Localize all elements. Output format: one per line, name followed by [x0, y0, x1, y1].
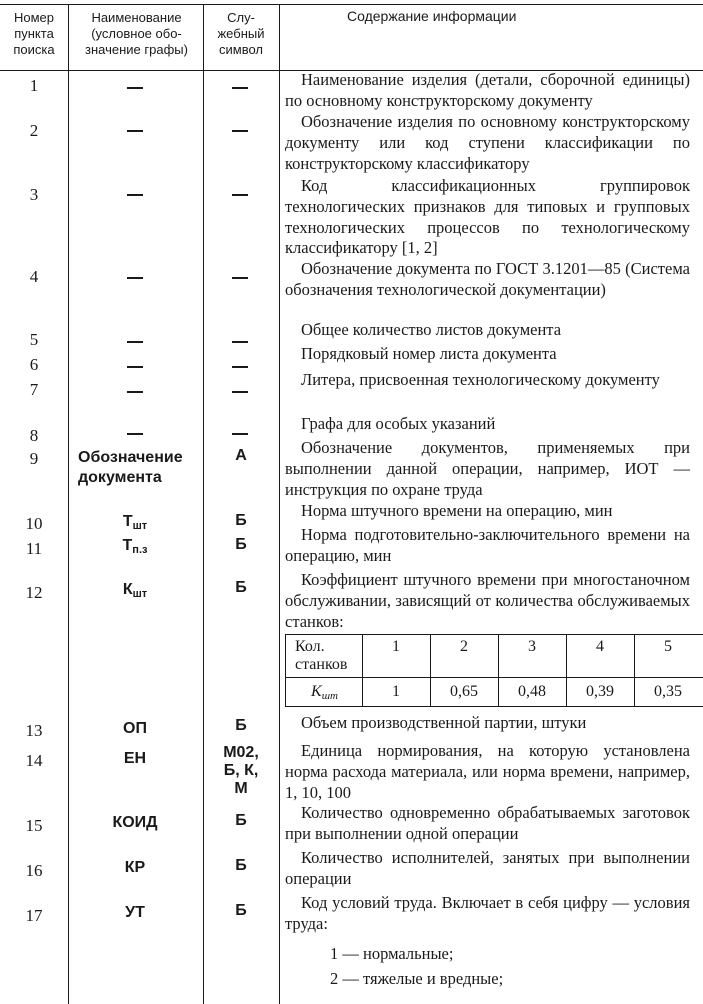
row-7-symbol-dash [232, 391, 248, 393]
row-8-description: Графа для особых указаний [301, 414, 496, 433]
column-divider-1 [68, 4, 69, 1004]
row-14-symbol: М02, Б, К, М [223, 744, 259, 797]
row-17-description: Код условий труда. Включает в себя цифру — условия труда: [285, 893, 690, 933]
inner-table-bottom [285, 706, 703, 707]
row-14-description: Единица нормирования, на которую установлена норма расхода материала, или норма времени, например, 1, 10, 100 [285, 741, 690, 802]
row-7-description: Литера, присвоенная технологическому документу [301, 370, 660, 389]
row-6-name-dash [127, 366, 143, 368]
row-6-number: 6 [29, 355, 39, 374]
inner-table-coef-5: 0,35 [654, 683, 682, 700]
row-7-name-dash [127, 391, 143, 393]
row-16-symbol: Б [235, 857, 247, 874]
header-content: Содержание информации [347, 8, 517, 24]
row-1-name-dash [127, 87, 143, 89]
inner-table-coef-3: 0,48 [518, 683, 546, 700]
row-10-symbol: Б [235, 512, 247, 529]
row-3-number: 3 [29, 185, 39, 204]
row-12-description: Коэффициент штучного времени при многостаночном обслуживании, зависящий от количества обслуживаемых станков: [285, 570, 690, 631]
inner-table-count-1: 1 [392, 638, 400, 655]
row-8-name-dash [127, 433, 143, 435]
row-4-name-dash [127, 277, 143, 279]
row-4-description: Обозначение документа по ГОСТ 3.1201—85 (Система обозначения технологической документации) [285, 259, 690, 299]
working-condition-2: 2 — тяжелые и вредные; [330, 969, 504, 988]
row-9-description: Обозначение документов, применяемых при выполнении данной операции, например, ИОТ — инструкция по охране труда [285, 438, 690, 499]
row-16-name: КР [124, 859, 146, 876]
row-15-number: 15 [25, 816, 43, 835]
row-5-description: Общее количество листов документа [301, 320, 562, 339]
row-16-description: Количество исполнителей, занятых при выполнении операции [285, 848, 690, 888]
working-condition-1: 1 — нормальные; [330, 944, 454, 963]
row-7-number: 7 [29, 380, 39, 399]
row-15-symbol: Б [235, 812, 247, 829]
row-12-number: 12 [25, 583, 43, 602]
row-10-description: Норма штучного времени на операцию, мин [301, 501, 613, 520]
column-divider-3 [279, 4, 280, 1004]
inner-table-middle [285, 677, 703, 678]
row-11-description: Норма подготовительно-заключительного времени на операцию, мин [285, 525, 690, 565]
inner-table-coef-1: 1 [392, 683, 400, 700]
row-5-symbol-dash [232, 341, 248, 343]
row-12-symbol: Б [235, 579, 247, 596]
row-10-number: 10 [25, 514, 43, 533]
column-divider-2 [203, 4, 204, 1004]
row-15-description: Количество одновременно обрабатываемых заготовок при выполнении одной операции [285, 803, 690, 843]
row-5-number: 5 [29, 330, 39, 349]
row-9-name: Обозначение документа [78, 449, 183, 486]
row-14-name: ЕН [123, 750, 147, 767]
inner-table-row1-label: Кол. станков [295, 638, 348, 673]
row-1-symbol-dash [232, 87, 248, 89]
inner-table-left [285, 634, 286, 706]
row-3-symbol-dash [232, 194, 248, 196]
row-1-number: 1 [29, 76, 39, 95]
header-name: Наименование (условное обо- значение графы) [85, 10, 188, 57]
row-13-number: 13 [25, 721, 43, 740]
row-11-name: $Т_{п.з}$ [122, 537, 148, 556]
row-17-name: УТ [125, 904, 145, 921]
row-17-number: 17 [25, 906, 43, 925]
row-16-number: 16 [25, 861, 43, 880]
row-6-symbol-dash [232, 366, 248, 368]
row-12-name: $К_{шт}$ [122, 581, 148, 600]
header-symbol: Слу- жебный символ [217, 10, 265, 57]
row-4-number: 4 [29, 267, 39, 286]
inner-table-count-4: 4 [596, 638, 604, 655]
row-13-symbol: Б [235, 717, 247, 734]
row-11-number: 11 [25, 539, 43, 558]
inner-table-top [285, 634, 703, 635]
row-8-symbol-dash [232, 433, 248, 435]
row-13-name: ОП [123, 720, 147, 737]
row-5-name-dash [127, 341, 143, 343]
row-4-symbol-dash [232, 277, 248, 279]
inner-table-count-2: 2 [460, 638, 468, 655]
row-13-description: Объем производственной партии, штуки [301, 713, 587, 732]
row-2-symbol-dash [232, 130, 248, 132]
row-2-description: Обозначение изделия по основному конструкторскому документу или код ступени классификации по конструкторскому классификатору [285, 112, 690, 173]
row-10-name: $Т_{шт}$ [122, 513, 148, 532]
row-3-description: Код классификационных группировок технологических признаков для типовых и групповых технологических процессов по технологическому классификатору [1, 2] [285, 176, 690, 258]
row-11-symbol: Б [235, 536, 247, 553]
inner-table-row2-label: $K_{шт}$ [311, 683, 338, 702]
inner-table-coef-2: 0,65 [450, 683, 478, 700]
header-number: Номер пункта поиска [13, 10, 55, 57]
row-14-number: 14 [25, 751, 43, 770]
inner-table-count-3: 3 [528, 638, 536, 655]
row-8-number: 8 [29, 426, 39, 445]
row-2-number: 2 [29, 121, 39, 140]
row-3-name-dash [127, 194, 143, 196]
row-2-name-dash [127, 130, 143, 132]
inner-table-coef-4: 0,39 [586, 683, 614, 700]
row-1-description: Наименование изделия (детали, сборочной единицы) по основному конструкторскому документу [285, 70, 690, 110]
row-9-number: 9 [29, 449, 39, 468]
row-15-name: КОИД [112, 814, 158, 831]
row-17-symbol: Б [235, 902, 247, 919]
inner-table-count-5: 5 [664, 638, 672, 655]
table-top-rule [0, 4, 703, 5]
row-6-description: Порядковый номер листа документа [301, 344, 557, 363]
row-9-symbol: А [235, 447, 247, 464]
